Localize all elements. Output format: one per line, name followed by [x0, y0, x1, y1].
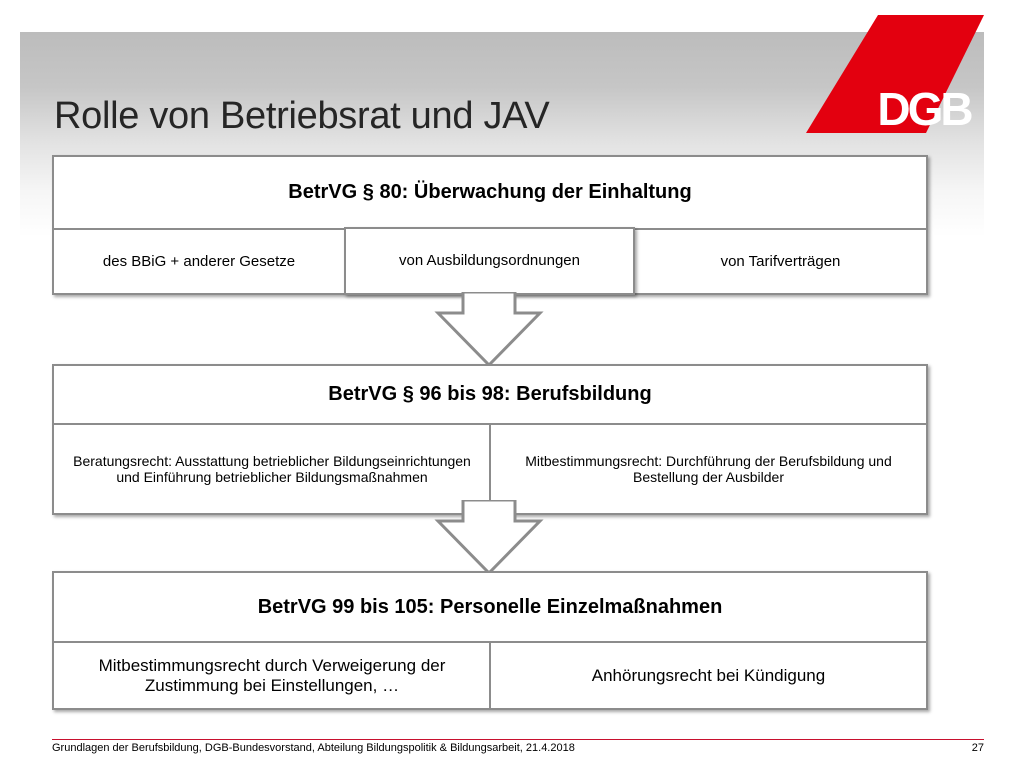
- cell-codetermination-right: Mitbestimmungsrecht: Durchführung der Berufsbildung und Bestellung der Ausbilder: [525, 452, 892, 485]
- cell-collective-agreements: von Tarifverträgen: [720, 252, 841, 270]
- cell-hearing-right: Anhörungsrecht bei Kündigung: [591, 665, 826, 685]
- panel-personnel-measures: [52, 571, 928, 710]
- cell-veto-right: Mitbestimmungsrecht durch Verweigerung der Zustimmung bei Einstellungen, …: [98, 655, 446, 695]
- page-title: Rolle von Betriebsrat und JAV: [54, 95, 550, 137]
- panel-heading: BetrVG § 96 bis 98: Berufsbildung: [54, 366, 926, 425]
- logo-text: DGB: [877, 83, 971, 133]
- cell-laws: des BBiG + anderer Gesetze: [102, 252, 296, 270]
- panel-heading: BetrVG § 80: Überwachung der Einhaltung: [54, 157, 926, 230]
- dgb-logo: [806, 15, 984, 133]
- panel-monitoring: [52, 155, 928, 295]
- cell-training-regulations: von Ausbildungsordnungen: [344, 227, 635, 295]
- down-arrow: [434, 500, 544, 575]
- footer-text: Grundlagen der Berufsbildung, DGB-Bundesvorstand, Abteilung Bildungspolitik & Bildungsarbeit, 21.4.2018: [52, 742, 575, 754]
- panel-vocational-training: [52, 364, 928, 515]
- cell-consultation-right: Beratungsrecht: Ausstattung betrieblicher Bildungseinrichtungen und Einführung betrieblicher Bildungsmaßnahmen: [73, 452, 471, 485]
- page-number: 27: [971, 742, 984, 754]
- down-arrow: [434, 292, 544, 367]
- footer-rule: [52, 739, 984, 740]
- panel-heading: BetrVG 99 bis 105: Personelle Einzelmaßnahmen: [54, 573, 926, 643]
